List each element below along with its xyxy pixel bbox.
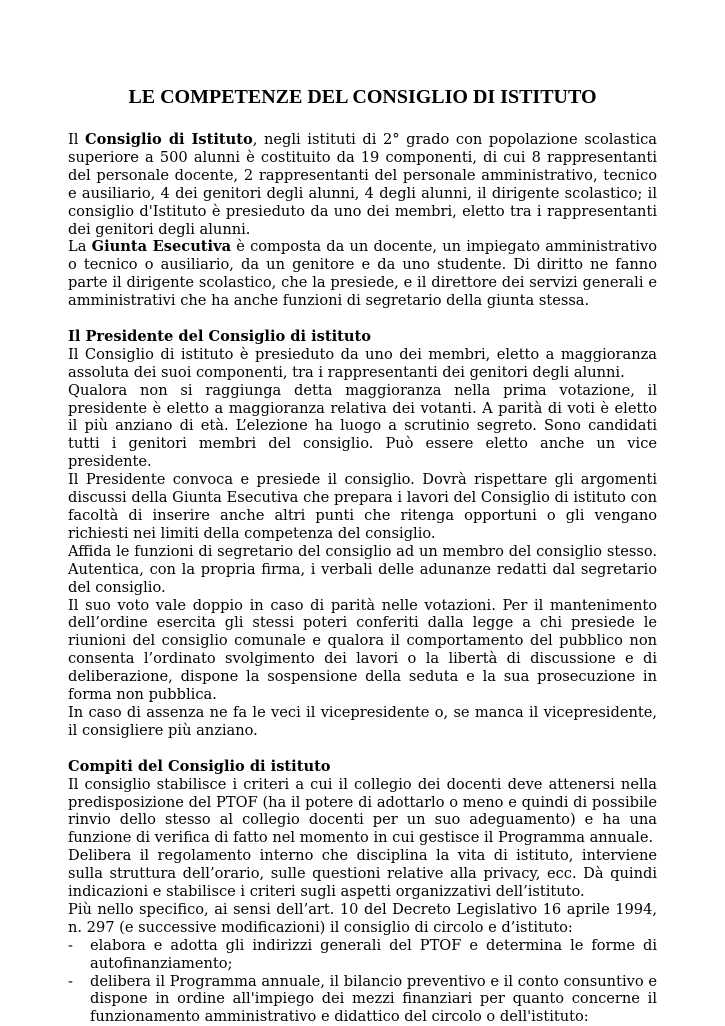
president-paragraph: Il Presidente convoca e presiede il consiglio. Dovrà rispettare gli argomenti discussi della Giunta Esecutiva che prepara i lavori del Consiglio di istituto con facoltà di inserire anche altri punti che ritenga opportuni o gli vengano richiesti nei limiti della competenza del consiglio.: [68, 471, 657, 542]
tasks-paragraph: Il consiglio stabilisce i criteri a cui il collegio dei docenti deve attenersi nella predisposizione del PTOF (ha il potere di adottarlo o meno e quindi di possibile rinvio dello stesso al collegio docenti per un suo adeguamento) e ha una funzione di verifica di fatto nel momento in cui gestisce il Programma annuale.: [68, 775, 657, 847]
intro-paragraph-council: [68, 131, 657, 238]
intro-text: Il: [68, 131, 86, 148]
section-heading-tasks: [68, 758, 657, 776]
list-item: [68, 973, 657, 1026]
intro-paragraph-giunta: [68, 238, 657, 310]
list-item: [68, 937, 657, 973]
president-paragraph: Il suo voto vale doppio in caso di parità nelle votazioni. Per il mantenimento dell’ordine esercita gli stessi poteri conferiti dalla legge a chi presiede le riunioni del consiglio comunale e qualora il comportamento del pubblico non consenta l’ordinato svolgimento dei lavori o la libertà di discussione e di deliberazione, dispone la sospensione della seduta e la sua prosecuzione in forma non pubblica.: [68, 596, 657, 704]
dash-bullet: -: [68, 936, 73, 954]
intro-bold-term: Consiglio di Istituto: [85, 131, 253, 148]
list-item-text: delibera il Programma annuale, il bilancio preventivo e il conto consuntivo e dispone in ordine all'impiego dei mezzi finanziari per quanto concerne il funzionamento amministrativo e didattico del circolo o dell'istituto:: [90, 972, 657, 1026]
tasks-bullet-list: [68, 937, 657, 1026]
dash-bullet: -: [68, 972, 73, 990]
president-paragraph: Il Consiglio di istituto è presieduto da uno dei membri, eletto a maggioranza assoluta dei suoi componenti, tra i rappresentanti dei genitori degli alunni.: [68, 345, 657, 381]
intro-bold-term: Giunta Esecutiva: [91, 238, 232, 256]
president-paragraph: Qualora non si raggiunga detta maggioranza nella prima votazione, il presidente è eletto a maggioranza relativa dei votanti. A parità di voti è eletto il più anziano di età. L’elezione ha luogo a scrutinio segreto. Sono candidati tutti i genitori membri del consiglio. Può essere eletto anche un vice presidente.: [68, 381, 657, 471]
intro-text: , negli istituti di 2° grado con popolazione scolastica superiore a 500 alunni è costituito da 19 componenti, di cui 8 rappresentanti del personale docente, 2 rappresentanti del personale amministrativo, tecnico e ausiliario, 4 dei genitori degli alunni, 4 degli alunni, il dirigente scolastico; il consiglio d'Istituto è presieduto da uno dei membri, eletto tra i rappresentanti dei genitori degli alunni.: [68, 131, 657, 238]
president-paragraph: In caso di assenza ne fa le veci il vicepresidente o, se manca il vicepresidente, il consigliere più anziano.: [68, 703, 657, 739]
section-spacer: [68, 740, 657, 758]
intro-text: La: [68, 238, 92, 256]
section-spacer: [68, 310, 657, 328]
section-heading-text: Il Presidente del Consiglio di istituto: [68, 327, 372, 345]
tasks-paragraph: Delibera il regolamento interno che disciplina la vita di istituto, interviene sulla struttura dell’orario, sulle questioni relative alla privacy, ecc. Dà quindi indicazioni e stabilisce i criteri sugli aspetti organizzativi dell’istituto.: [68, 847, 657, 901]
section-heading-text: Compiti del Consiglio di istituto: [68, 757, 331, 775]
tasks-paragraph: Più nello specifico, ai sensi dell’art. 10 del Decreto Legislativo 16 aprile 1994, n. 297 (e successive modificazioni) il consiglio di circolo e d’istituto:: [68, 900, 657, 936]
president-paragraph: Affida le funzioni di segretario del consiglio ad un membro del consiglio stesso. Autentica, con la propria firma, i verbali delle adunanze redatti dal segretario del consiglio.: [68, 542, 657, 596]
section-heading-president: [68, 328, 657, 346]
page-title: LE COMPETENZE DEL CONSIGLIO DI ISTITUTO: [128, 86, 597, 108]
intro-text: è composta da un docente, un impiegato amministrativo o tecnico o ausiliario, da un genitore e da uno studente. Di diritto ne fanno parte il dirigente scolastico, che la presiede, e il direttore dei servizi generali e amministrativi che ha anche funzioni di segretario della giunta stessa.: [68, 238, 657, 310]
list-item-text: elabora e adotta gli indirizzi generali del PTOF e determina le forme di autofinanziamento;: [90, 936, 657, 972]
